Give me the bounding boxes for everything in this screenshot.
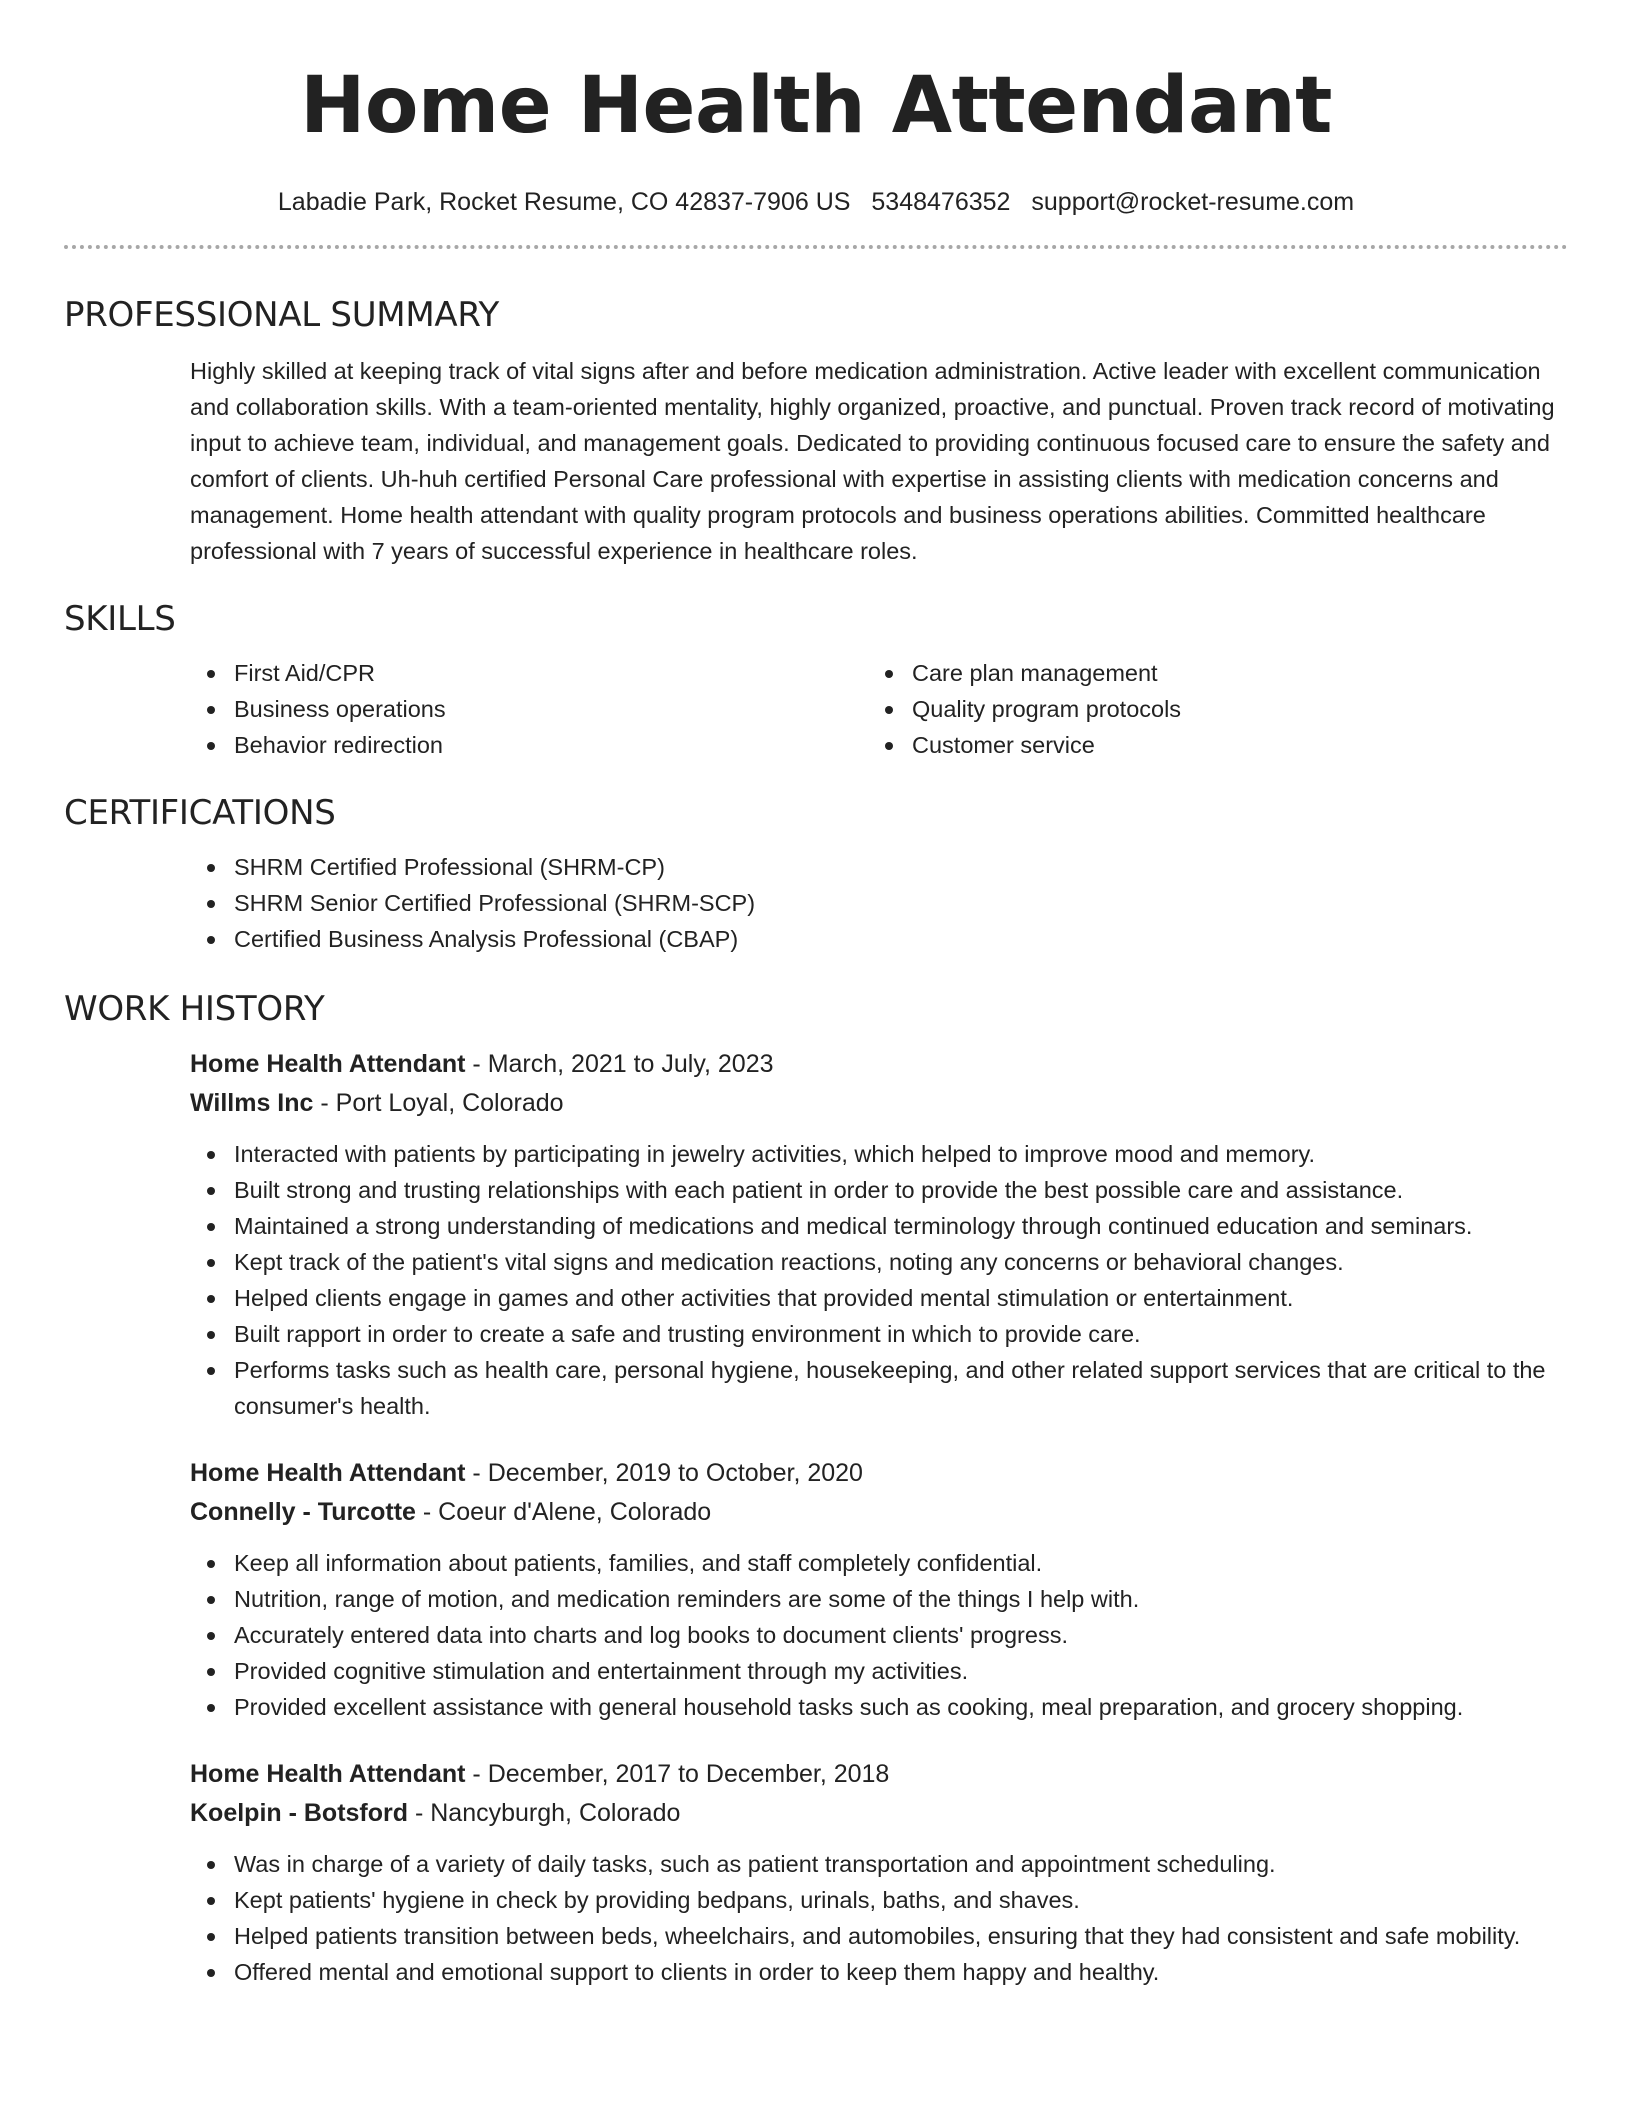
- contact-email: support@rocket-resume.com: [1031, 188, 1355, 216]
- work-history-section: [64, 987, 1568, 1990]
- certification-item: SHRM Senior Certified Professional (SHRM-SCP): [190, 885, 1568, 921]
- job-location: - Coeur d'Alene, Colorado: [415, 1498, 712, 1526]
- contact-phone: 5348476352: [871, 188, 1011, 216]
- job-dates: - March, 2021 to July, 2023: [465, 1050, 774, 1078]
- job-bullet: Accurately entered data into charts and log books to document clients' progress.: [190, 1617, 1568, 1653]
- job-role: Home Health Attendant: [190, 1760, 466, 1788]
- job-bullet: Provided excellent assistance with general household tasks such as cooking, meal preparation, and grocery shopping.: [190, 1689, 1568, 1725]
- job-title-line: [190, 1454, 1568, 1493]
- certification-item: SHRM Certified Professional (SHRM-CP): [190, 849, 1568, 885]
- resume-name: Home Health Attendant: [300, 61, 1332, 151]
- job-bullet: Built strong and trusting relationships with each patient in order to provide the best possible care and assistance.: [190, 1172, 1568, 1208]
- job-company-line: [190, 1493, 1568, 1532]
- job-role: Home Health Attendant: [190, 1459, 466, 1487]
- job-bullet: Nutrition, range of motion, and medication reminders are some of the things I help with.: [190, 1581, 1568, 1617]
- skills-title: SKILLS: [64, 599, 176, 639]
- skill-item: First Aid/CPR: [190, 655, 868, 691]
- skill-item: Behavior redirection: [190, 727, 868, 763]
- header-divider: [64, 245, 1568, 249]
- job-bullet: Provided cognitive stimulation and entertainment through my activities.: [190, 1653, 1568, 1689]
- job-company-line: [190, 1794, 1568, 1833]
- job-location: - Nancyburgh, Colorado: [408, 1799, 681, 1827]
- job-bullet: Keep all information about patients, families, and staff completely confidential.: [190, 1545, 1568, 1581]
- job-bullet: Interacted with patients by participating in jewelry activities, which helped to improve mood and memory.: [190, 1136, 1568, 1172]
- job-company: Koelpin - Botsford: [190, 1799, 409, 1827]
- job-bullet: Offered mental and emotional support to clients in order to keep them happy and healthy.: [190, 1954, 1568, 1990]
- job-company-line: [190, 1084, 1568, 1123]
- summary-section: [64, 293, 1568, 569]
- job-company: Connelly - Turcotte: [190, 1498, 416, 1526]
- skill-item: Care plan management: [868, 655, 1546, 691]
- summary-text: Highly skilled at keeping track of vital signs after and before medication administration. Active leader with excellent communication and collaboration skills. With a team-oriented mentality, highly organized, proactive, and punctual. Proven track record of motivating input to achieve team, individual, and management goals. Dedicated to providing continuous focused care to ensure the safety and comfort of clients. Uh-huh certified Personal Care professional with expertise in assisting clients with medication concerns and management. Home health attendant with quality program protocols and business operations abilities. Committed healthcare professional with 7 years of successful experience in healthcare roles.: [190, 358, 1555, 564]
- summary-title: PROFESSIONAL SUMMARY: [64, 295, 499, 335]
- skills-list-left: [190, 655, 868, 763]
- certification-item: Certified Business Analysis Professional (CBAP): [190, 921, 1568, 957]
- job-title-line: [190, 1045, 1568, 1084]
- job-dates: - December, 2017 to December, 2018: [465, 1760, 890, 1788]
- job-bullet: Kept track of the patient's vital signs and medication reactions, noting any concerns or behavioral changes.: [190, 1244, 1568, 1280]
- work-history-title: WORK HISTORY: [64, 989, 325, 1029]
- job-location: - Port Loyal, Colorado: [313, 1089, 564, 1117]
- job-bullets: [190, 1846, 1568, 1990]
- job-entry: [190, 1045, 1568, 1424]
- job-bullet: Built rapport in order to create a safe and trusting environment in which to provide care.: [190, 1316, 1568, 1352]
- job-bullet: Helped patients transition between beds, wheelchairs, and automobiles, ensuring that they had consistent and safe mobility.: [190, 1918, 1568, 1954]
- job-dates: - December, 2019 to October, 2020: [465, 1459, 863, 1487]
- resume-page: [64, 0, 1568, 1990]
- skills-grid: [190, 655, 1568, 763]
- skill-item: Quality program protocols: [868, 691, 1546, 727]
- certifications-title: CERTIFICATIONS: [64, 793, 336, 833]
- job-title-line: [190, 1755, 1568, 1794]
- job-entry: [190, 1454, 1568, 1725]
- job-bullet: Was in charge of a variety of daily tasks, such as patient transportation and appointment scheduling.: [190, 1846, 1568, 1882]
- job-entry: [190, 1755, 1568, 1990]
- job-company: Willms Inc: [190, 1089, 314, 1117]
- job-bullet: Maintained a strong understanding of medications and medical terminology through continued education and seminars.: [190, 1208, 1568, 1244]
- job-bullets: [190, 1545, 1568, 1725]
- certifications-section: [64, 791, 1568, 957]
- skills-section: [64, 597, 1568, 763]
- job-bullet: Kept patients' hygiene in check by providing bedpans, urinals, baths, and shaves.: [190, 1882, 1568, 1918]
- skill-item: Customer service: [868, 727, 1546, 763]
- skills-list-right: [868, 655, 1546, 763]
- contact-address: Labadie Park, Rocket Resume, CO 42837-7906 US: [277, 188, 851, 216]
- job-role: Home Health Attendant: [190, 1050, 466, 1078]
- contact-line: [64, 186, 1568, 218]
- job-bullet: Performs tasks such as health care, personal hygiene, housekeeping, and other related support services that are critical to the consumer's health.: [190, 1352, 1568, 1424]
- job-bullet: Helped clients engage in games and other activities that provided mental stimulation or entertainment.: [190, 1280, 1568, 1316]
- job-bullets: [190, 1136, 1568, 1424]
- skill-item: Business operations: [190, 691, 868, 727]
- certifications-list: [190, 849, 1568, 957]
